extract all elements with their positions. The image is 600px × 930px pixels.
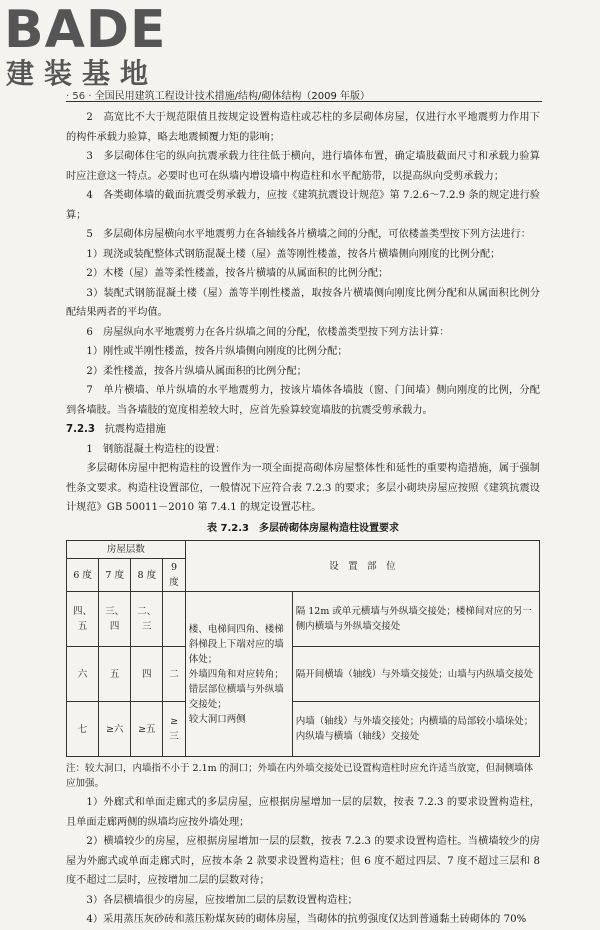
table-cell: ≥五 <box>131 702 163 757</box>
section-number: 7.2.3 <box>66 424 96 435</box>
common-location: 较大洞口两侧 <box>188 713 246 725</box>
running-header <box>66 87 542 102</box>
note-label: 注： <box>66 763 86 774</box>
common-location: 楼、电梯间四角、楼梯斜梯段上下端对应的墙体处； <box>188 623 284 665</box>
paragraph: 4 各类砌体墙的截面抗震受剪承载力，应按《建筑抗震设计规范》第 7.2.6～7.2.9 条的规定进行验算； <box>66 190 540 221</box>
table-cell: ≥三 <box>163 702 185 757</box>
table-cell: 四、五 <box>67 592 99 647</box>
table-cell: 四 <box>131 647 163 702</box>
note-text: 较大洞口，内墙指不小于 2.1m 的洞口；外墙在内外墙交接处已设置构造柱时应允许适当放宽，但洞侧墙体应加强。 <box>66 763 534 789</box>
logo-chinese: 建装基地 <box>6 57 159 90</box>
page-body <box>66 108 540 930</box>
location-cell: 内墙（轴线）与外墙交接处；内横墙的局部较小墙垛处；内纵墙与横墙（轴线）交接处 <box>292 702 539 757</box>
section-heading <box>66 420 540 440</box>
paragraph: 6 房屋纵向水平地震剪力在各片纵墙之间的分配，依楼盖类型按下列方法计算： <box>86 326 450 338</box>
item-heading: 1 钢筋混凝土构造柱的设置： <box>86 443 226 455</box>
paragraph: 3）各层横墙很少的房屋，应按增加二层的层数设置构造柱； <box>86 894 358 906</box>
requirements-table <box>66 540 540 757</box>
table-cell: 七 <box>67 702 99 757</box>
table-header-row <box>67 541 540 559</box>
logo <box>4 0 167 94</box>
section-title: 抗震构造措施 <box>104 424 166 435</box>
common-location: 外墙四角和对应转角； <box>188 668 284 680</box>
header-rule <box>66 101 542 102</box>
group-header: 房屋层数 <box>67 541 186 559</box>
paragraph: 1）外廊式和单面走廊式的多层房屋，应根据房屋增加一层的层数，按表 7.2.3 的要求设置构造柱，且单面走廊两侧的纵墙均应按外墙处理； <box>66 797 540 828</box>
table-cell: 二、三 <box>131 592 163 647</box>
page-number: · 56 · <box>66 91 92 102</box>
paragraph: 3 多层砌体住宅的纵向抗震承载力往往低于横向，进行墙体布置，确定墙肢截面尺寸和承载力验算时应注意这一特点。必要时也可在纵墙内增设墙中构造柱和水平配筋带，以提高纵向受剪承载力； <box>66 151 540 182</box>
table-title: 表 7.2.3 多层砖砌体房屋构造柱设置要求 <box>207 522 399 534</box>
common-locations-cell <box>185 592 292 757</box>
column-header: 7 度 <box>99 559 131 592</box>
paragraph: 4）采用蒸压灰砂砖和蒸压粉煤灰砖的砌体房屋，当砌体的抗剪强度仅达到普通黏土砖砌体的 70% <box>86 914 527 925</box>
column-header: 8 度 <box>131 559 163 592</box>
table-cell: 二 <box>163 647 185 702</box>
paragraph: 3）装配式钢筋混凝土楼（屋）盖等半刚性楼盖，取按各片横墙侧向刚度比例分配和从属面积比例分配结果两者的平均值。 <box>66 287 540 318</box>
book-title: 全国民用建筑工程设计技术措施/结构/砌体结构（2009 年版） <box>94 91 371 102</box>
common-location: 错层部位横墙与外纵墙交接处； <box>188 683 284 710</box>
column-header: 9 度 <box>163 559 185 592</box>
table-cell: ≥六 <box>99 702 131 757</box>
table-row <box>67 592 540 647</box>
table-cell: 五 <box>99 647 131 702</box>
location-header: 设 置 部 位 <box>185 541 539 592</box>
table-cell: 六 <box>67 647 99 702</box>
table-note <box>66 761 540 791</box>
paragraph: 多层砌体房屋中把构造柱的设置作为一项全面提高砌体房屋整体性和延性的重要构造措施，属于强制性条文要求。构造柱设置部位，一般情况下应符合表 7.2.3 的要求；多层小砌块房屋应按照《建筑抗震设计规范》GB 50011－2010 第 7.4.1 的规定设置芯柱。 <box>66 463 540 513</box>
table-cell: 三、四 <box>99 592 131 647</box>
paragraph: 1）现浇或装配整体式钢筋混凝土楼（屋）盖等刚性楼盖，按各片横墙侧向刚度的比例分配； <box>86 248 501 260</box>
location-cell: 隔 12m 或单元横墙与外纵墙交接处；楼梯间对应的另一侧内横墙与外纵墙交接处 <box>292 592 539 647</box>
paragraph: 2）横墙较少的房屋，应根据房屋增加一层的层数，按表 7.2.3 的要求设置构造柱。当横墙较少的房屋为外廊式或单面走廊式时，应按本条 2 款要求设置构造柱；但 6 度不超过四层、7 度不超过三层和 8 度不超过二层时，应按增加二层的层数对待； <box>66 836 540 886</box>
paragraph: 1）刚性或半刚性楼盖，按各片纵墙侧向刚度的比例分配； <box>86 346 348 357</box>
table-cell <box>163 592 185 647</box>
location-cell: 隔开间横墙（轴线）与外墙交接处；山墙与内纵墙交接处 <box>292 647 539 702</box>
paragraph: 2）柔性楼盖，按各片纵墙从属面积的比例分配； <box>86 365 307 377</box>
column-header: 6 度 <box>67 559 99 592</box>
logo-brand: BADE <box>4 0 167 60</box>
table-row <box>67 702 540 757</box>
table-row <box>67 647 540 702</box>
paragraph: 2 高宽比不大于规范限值且按规定设置构造柱或芯柱的多层砌体房屋，仅进行水平地震剪力作用下的构件承载力验算，略去地震倾覆力矩的影响； <box>66 112 540 143</box>
paragraph: 7 单片横墙、单片纵墙的水平地震剪力，按该片墙体各墙肢（窗、门间墙）侧向刚度的比例，分配到各墙肢。当各墙肢的宽度相差较大时，应首先验算较宽墙肢的抗震受剪承载力。 <box>66 385 540 416</box>
paragraph: 2）木楼（屋）盖等柔性楼盖，按各片横墙的从属面积的比例分配； <box>86 268 389 279</box>
paragraph: 5 多层砌体房屋横向水平地震剪力在各轴线各片横墙之间的分配，可依楼盖类型按下列方法进行： <box>86 229 531 240</box>
